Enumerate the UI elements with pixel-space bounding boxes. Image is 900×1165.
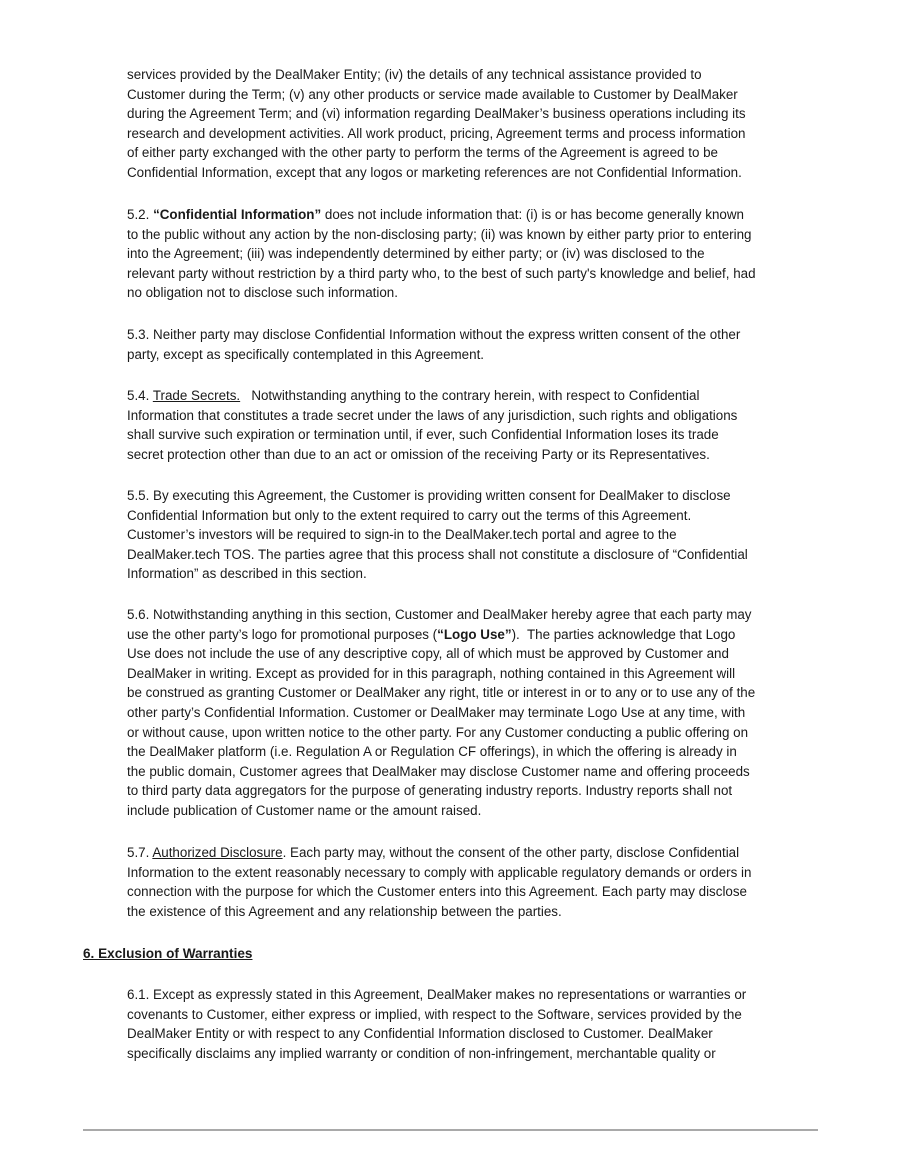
text-line: specifically disclaims any implied warranty or condition of non-infringement, merchantable quality or — [127, 1045, 716, 1061]
text-line: 5.3. Neither party may disclose Confidential Information without the express written consent of the other — [127, 327, 741, 342]
text-line: 5.6. Notwithstanding anything in this section, Customer and DealMaker hereby agree that each party may — [127, 607, 752, 622]
text-run: does not include information that: (i) is or has become generally known — [321, 207, 744, 222]
text-line: during the Agreement Term; and (vi) information regarding DealMaker’s business operations including its — [127, 106, 746, 122]
text-line: to the public without any action by the non-disclosing party; (ii) was known by either party prior to entering — [127, 226, 752, 242]
text-line: Information to the extent reasonably necessary to comply with applicable regulatory demands or orders in — [127, 864, 752, 880]
paragraph-5-1-continuation — [127, 65, 819, 183]
text-line: connection with the purpose for which the Customer enters into this Agreement. Each party may disclose — [127, 884, 748, 900]
text-line: the public domain, Customer agrees that DealMaker may disclose Customer name and offering proceeds — [127, 763, 750, 779]
paragraph-5-2 — [127, 205, 819, 303]
clause-number: 5.4. — [127, 388, 153, 403]
text-line: 5.5. By executing this Agreement, the Customer is providing written consent for DealMaker to disclose — [127, 488, 731, 503]
text-line: into the Agreement; (iii) was independently determined by either party; or (iv) was disclosed to the — [127, 246, 705, 262]
text-line: DealMaker.tech TOS. The parties agree that this process shall not constitute a disclosure of “Confidential — [127, 546, 748, 562]
text-line: or without cause, upon written notice to the other party. For any Customer conducting a public offering on — [127, 724, 749, 740]
text-line: DealMaker in writing. Except as provided for in this paragraph, nothing contained in this Agreement will — [127, 665, 736, 681]
text-line: shall survive such expiration or termination until, if ever, such Confidential Information loses its trade — [127, 427, 719, 443]
text-line — [127, 205, 819, 225]
clause-title-trade-secrets: Trade Secrets. — [152, 388, 241, 403]
text-line: the DealMaker platform (i.e. Regulation A or Regulation CF offerings), in which the offering is already in — [127, 744, 737, 760]
paragraph-5-3 — [127, 325, 819, 364]
paragraph-5-7 — [127, 843, 819, 921]
text-line: relevant party without restriction by a third party who, to the best of such party's knowledge and belief, had — [127, 265, 756, 281]
text-line: DealMaker Entity or with respect to any Confidential Information disclosed to Customer. DealMaker — [127, 1026, 713, 1042]
text-line — [127, 386, 819, 406]
text-line — [127, 625, 819, 645]
text-line: secret protection other than due to an act or omission of the receiving Party or its Representatives. — [127, 446, 710, 462]
paragraph-5-4 — [127, 386, 819, 464]
text-line: 6.1. Except as expressly stated in this Agreement, DealMaker makes no representations or warranties or — [127, 987, 747, 1002]
section-heading-exclusion-of-warranties: 6. Exclusion of Warranties — [83, 946, 253, 961]
clause-number: 5.7. — [127, 845, 153, 860]
text-line: Customer’s investors will be required to sign-in to the DealMaker.tech portal and agree to the — [127, 527, 677, 543]
text-line: covenants to Customer, either express or implied, with respect to the Software, services provided by the — [127, 1006, 742, 1022]
paragraph-5-6 — [127, 605, 819, 821]
text-line: Information” as described in this section. — [127, 566, 367, 582]
text-run: use the other party’s logo for promotional purposes ( — [127, 626, 438, 642]
text-run: ). The parties acknowledge that Logo — [511, 626, 736, 642]
text-line: be construed as granting Customer or DealMaker any right, title or interest in or to any or to use any of the — [127, 685, 756, 701]
text-line: services provided by the DealMaker Entity; (iv) the details of any technical assistance provided to — [127, 67, 702, 82]
paragraph-5-5 — [127, 486, 819, 584]
paragraph-6-1 — [127, 985, 819, 1063]
text-line — [127, 843, 819, 863]
defined-term-logo-use: “Logo Use” — [437, 626, 512, 642]
defined-term-confidential-information: “Confidential Information” — [153, 207, 322, 222]
text-line: Confidential Information, except that any logos or marketing references are not Confidential Information. — [127, 164, 742, 180]
text-line: Customer during the Term; (v) any other products or service made available to Customer by DealMaker — [127, 86, 738, 102]
text-line: of either party exchanged with the other party to perform the terms of the Agreement is agreed to be — [127, 145, 719, 161]
text-line: other party’s Confidential Information. Customer or DealMaker may terminate Logo Use at any time, with — [127, 704, 746, 720]
text-line: to third party data aggregators for the purpose of generating industry reports. Industry reports shall not — [127, 783, 733, 799]
footer-divider — [83, 1129, 818, 1131]
text-line: Information that constitutes a trade secret under the laws of any jurisdiction, such rights and obligations — [127, 407, 738, 423]
text-line: include publication of Customer name or the amount raised. — [127, 802, 482, 818]
text-line: research and development activities. All work product, pricing, Agreement terms and process information — [127, 125, 746, 141]
text-line: the existence of this Agreement and any relationship between the parties. — [127, 903, 562, 919]
text-run: . Each party may, without the consent of the other party, disclose Confidential — [282, 845, 740, 860]
clause-number: 5.2. — [127, 207, 154, 222]
text-run: Notwithstanding anything to the contrary herein, with respect to Confidential — [240, 388, 700, 403]
text-line: no obligation not to disclose such information. — [127, 285, 398, 301]
clause-title-authorized-disclosure: Authorized Disclosure — [152, 845, 283, 860]
text-line: Confidential Information but only to the extent required to carry out the terms of this Agreement. — [127, 507, 692, 523]
text-line: Use does not include the use of any descriptive copy, all of which must be approved by Customer and — [127, 646, 729, 662]
text-line: party, except as specifically contemplated in this Agreement. — [127, 346, 485, 362]
